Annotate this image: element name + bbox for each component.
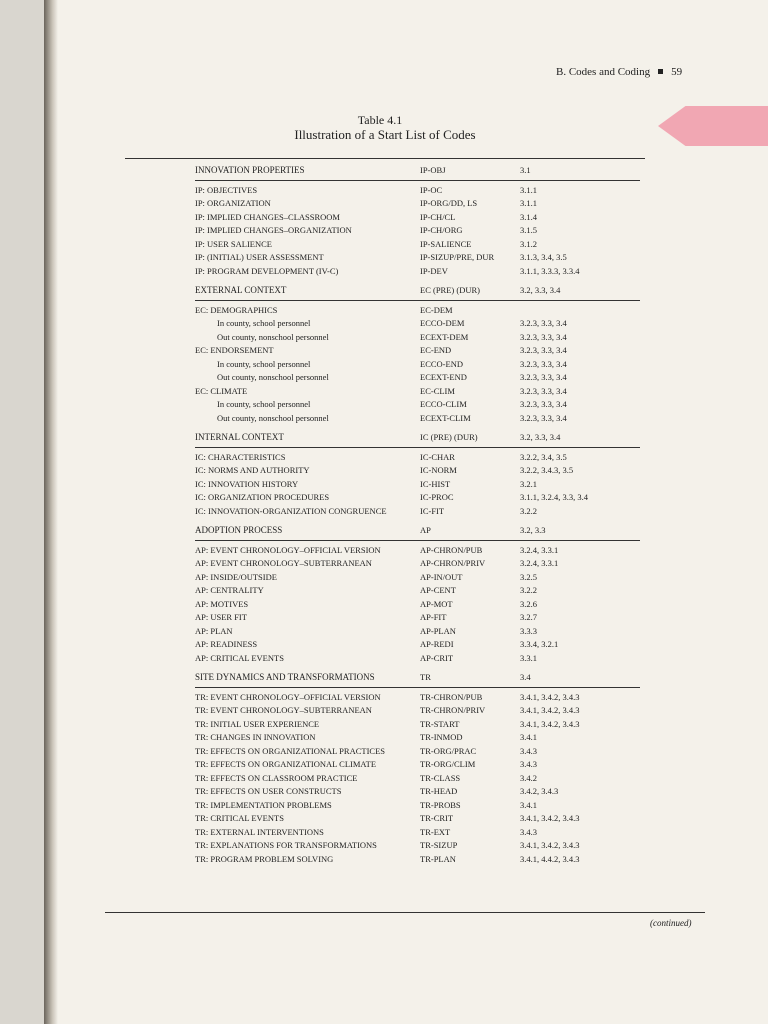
table-row <box>195 412 645 426</box>
table-row <box>195 826 645 840</box>
row-label: TR: CRITICAL EVENTS <box>195 813 284 823</box>
row-code: IC-NORM <box>420 465 457 475</box>
row-ref: 3.4.3 <box>520 759 537 769</box>
row-label: IP: USER SALIENCE <box>195 238 272 249</box>
table-row <box>195 358 645 372</box>
row-label: EC: ENDORSEMENT <box>195 345 274 355</box>
row-label: AP: CENTRALITY <box>195 585 264 595</box>
row-label: EC: CLIMATE <box>195 385 248 396</box>
table-row <box>195 557 645 571</box>
row-code: TR-HEAD <box>420 786 458 796</box>
table-row <box>195 731 645 745</box>
row-label: IP: IMPLIED CHANGES–ORGANIZATION <box>195 225 352 235</box>
row-label: TR: EFFECTS ON ORGANIZATIONAL CLIMATE <box>195 759 377 769</box>
table-row <box>195 718 645 732</box>
table-row <box>195 598 645 612</box>
row-ref <box>520 304 630 318</box>
row-label: TR: EVENT CHRONOLOGY–SUBTERRANEAN <box>195 705 372 715</box>
row-code: AP-FIT <box>420 612 447 622</box>
table-row <box>195 812 645 826</box>
row-label: TR: EFFECTS ON USER CONSTRUCTS <box>195 786 342 796</box>
row-ref: 3.2.6 <box>520 598 537 609</box>
page-number: 59 <box>671 66 683 78</box>
row-ref: 3.2.7 <box>520 612 537 622</box>
page-gutter <box>44 0 58 1024</box>
row-code: TR-CLASS <box>420 772 461 783</box>
row-code: TR-EXT <box>420 826 451 837</box>
row-ref: 3.2.3, 3.3, 3.4 <box>520 331 567 342</box>
table-row <box>195 638 645 652</box>
row-ref: 3.1.4 <box>520 211 537 222</box>
row-code: IP-ORG/DD, LS <box>420 198 478 208</box>
row-ref: 3.4.1, 3.4.2, 3.4.3 <box>520 840 580 850</box>
row-code: TR-CHRON/PUB <box>420 691 483 702</box>
row-label: IP: ORGANIZATION <box>195 198 271 208</box>
table-row <box>195 331 645 345</box>
row-code: IP-DEV <box>420 265 448 276</box>
section-heading: SITE DYNAMICS AND TRANSFORMATIONS <box>195 672 375 682</box>
section-heading <box>195 164 645 178</box>
table-row <box>195 371 645 385</box>
row-ref: 3.2.3, 3.3, 3.4 <box>520 412 567 423</box>
table-row <box>195 464 645 478</box>
section-code: TR <box>420 672 431 682</box>
row-code: AP-CRIT <box>420 652 454 663</box>
row-label: Out county, nonschool personnel <box>217 412 329 423</box>
row-ref: 3.2.4, 3.3.1 <box>520 558 559 568</box>
section-code: IP-OBJ <box>420 165 446 175</box>
table-row <box>195 224 645 238</box>
table-row <box>195 197 645 211</box>
footer-rule <box>105 912 705 913</box>
table-row <box>195 251 645 265</box>
section-rule <box>195 687 640 688</box>
row-ref: 3.4.2, 3.4.3 <box>520 786 559 796</box>
codes-table <box>195 164 645 866</box>
row-label: TR: EVENT CHRONOLOGY–OFFICIAL VERSION <box>195 691 381 702</box>
row-code: IC-CHAR <box>420 451 455 462</box>
row-code: ECEXT-END <box>420 372 467 382</box>
running-header <box>556 66 682 78</box>
row-label: IP: IMPLIED CHANGES–CLASSROOM <box>195 211 340 222</box>
table-row <box>195 451 645 465</box>
row-code: AP-PLAN <box>420 625 456 636</box>
row-ref: 3.1.1, 3.3.3, 3.3.4 <box>520 265 580 276</box>
row-code: TR-CHRON/PRIV <box>420 705 486 715</box>
table-top-rule <box>125 158 645 159</box>
table-row <box>195 853 645 867</box>
section-heading <box>195 284 645 298</box>
row-ref: 3.2.2, 3.4.3, 3.5 <box>520 465 574 475</box>
table-row <box>195 611 645 625</box>
row-ref: 3.4.3 <box>520 826 537 837</box>
row-code: AP-IN/OUT <box>420 571 463 582</box>
row-code: AP-MOT <box>420 598 453 609</box>
row-code: AP-CHRON/PUB <box>420 544 483 555</box>
row-label: IP: PROGRAM DEVELOPMENT (IV-C) <box>195 265 339 276</box>
row-label: IC: NORMS AND AUTHORITY <box>195 465 310 475</box>
section-code: IC (PRE) (DUR) <box>420 432 478 442</box>
section-rule <box>195 447 640 448</box>
row-code: TR-ORG/CLIM <box>420 759 476 769</box>
row-label: AP: EVENT CHRONOLOGY–SUBTERRANEAN <box>195 558 372 568</box>
row-ref: 3.4.2 <box>520 772 537 783</box>
row-code: IC-HIST <box>420 478 451 489</box>
table-row <box>195 398 645 412</box>
table-row <box>195 317 645 331</box>
section-rule <box>195 540 640 541</box>
row-code: IP-CH/CL <box>420 211 456 222</box>
section-heading: INTERNAL CONTEXT <box>195 432 284 442</box>
row-code: ECCO-CLIM <box>420 399 467 409</box>
row-label: IP: OBJECTIVES <box>195 184 258 195</box>
row-label: AP: USER FIT <box>195 612 247 622</box>
row-code: IC-FIT <box>420 505 445 516</box>
table-row <box>195 344 645 358</box>
row-code: IC-PROC <box>420 492 454 502</box>
row-ref: 3.2.5 <box>520 571 537 582</box>
row-label: AP: CRITICAL EVENTS <box>195 652 284 663</box>
row-ref: 3.1.5 <box>520 225 537 235</box>
row-label: TR: CHANGES IN INNOVATION <box>195 732 316 742</box>
row-ref: 3.1.3, 3.4, 3.5 <box>520 252 567 262</box>
table-row <box>195 839 645 853</box>
section-ref: 3.2, 3.3, 3.4 <box>520 285 561 295</box>
section-code: EC (PRE) (DUR) <box>420 285 480 295</box>
table-row <box>195 265 645 279</box>
row-code: ECEXT-DEM <box>420 331 469 342</box>
table-row <box>195 758 645 772</box>
row-code: TR-PLAN <box>420 853 456 864</box>
row-ref: 3.2.3, 3.3, 3.4 <box>520 399 567 409</box>
row-ref: 3.4.3 <box>520 745 537 756</box>
row-label: IC: ORGANIZATION PROCEDURES <box>195 492 330 502</box>
row-label: AP: PLAN <box>195 625 233 636</box>
row-ref: 3.2.3, 3.3, 3.4 <box>520 358 567 369</box>
section-rule <box>195 300 640 301</box>
bullet-separator <box>658 69 663 74</box>
row-ref: 3.4.1, 3.4.2, 3.4.3 <box>520 718 580 729</box>
row-ref: 3.1.1 <box>520 184 537 195</box>
row-label: TR: IMPLEMENTATION PROBLEMS <box>195 799 332 810</box>
table-row <box>195 785 645 799</box>
row-ref: 3.2.1 <box>520 478 537 489</box>
row-label: IC: INNOVATION-ORGANIZATION CONGRUENCE <box>195 505 387 516</box>
row-label: EC: DEMOGRAPHICS <box>195 304 278 315</box>
row-ref: 3.2.3, 3.3, 3.4 <box>520 372 567 382</box>
row-ref: 3.4.1, 3.4.2, 3.4.3 <box>520 705 580 715</box>
row-code: TR-SIZUP <box>420 840 458 850</box>
row-code: ECCO-DEM <box>420 318 465 328</box>
table-row <box>195 211 645 225</box>
row-code: IP-SIZUP/PRE, DUR <box>420 252 495 262</box>
row-ref: 3.1.1, 3.2.4, 3.3, 3.4 <box>520 492 588 502</box>
row-code: AP-CHRON/PRIV <box>420 558 486 568</box>
section-heading <box>195 431 645 445</box>
row-ref: 3.3.1 <box>520 652 537 663</box>
row-ref: 3.4.1, 4.4.2, 3.4.3 <box>520 853 580 864</box>
row-ref: 3.4.1 <box>520 732 537 742</box>
row-label: TR: EXPLANATIONS FOR TRANSFORMATIONS <box>195 840 377 850</box>
row-code: AP-REDI <box>420 639 454 649</box>
table-row <box>195 544 645 558</box>
row-ref: 3.4.1, 3.4.2, 3.4.3 <box>520 691 580 702</box>
section-ref: 3.2, 3.3, 3.4 <box>520 432 561 442</box>
row-code: IP-CH/ORG <box>420 225 463 235</box>
row-ref: 3.2.2, 3.4, 3.5 <box>520 451 567 462</box>
table-row <box>195 652 645 666</box>
row-code: IP-SALIENCE <box>420 238 472 249</box>
row-code: EC-DEM <box>420 304 453 315</box>
row-label: TR: EFFECTS ON ORGANIZATIONAL PRACTICES <box>195 745 386 756</box>
row-ref: 3.2.2 <box>520 585 537 595</box>
table-row <box>195 745 645 759</box>
section-code: AP <box>420 525 431 535</box>
table-row <box>195 584 645 598</box>
row-label: AP: READINESS <box>195 639 258 649</box>
section-ref: 3.4 <box>520 672 531 682</box>
section-heading: INNOVATION PROPERTIES <box>195 165 305 175</box>
section-rule <box>195 180 640 181</box>
table-row <box>195 505 645 519</box>
table-row <box>195 478 645 492</box>
table-label: Table 4.1 <box>357 113 403 127</box>
section-heading: EXTERNAL CONTEXT <box>195 285 287 295</box>
table-row <box>195 691 645 705</box>
section-heading: ADOPTION PROCESS <box>195 525 283 535</box>
table-row <box>195 799 645 813</box>
row-code: TR-INMOD <box>420 732 463 742</box>
table-row <box>195 704 645 718</box>
row-code: ECEXT-CLIM <box>420 412 471 423</box>
row-code: EC-END <box>420 345 452 355</box>
row-label: IP: (INITIAL) USER ASSESSMENT <box>195 252 324 262</box>
row-code: TR-START <box>420 718 460 729</box>
section-heading <box>195 524 645 538</box>
row-ref: 3.2.3, 3.3, 3.4 <box>520 345 567 355</box>
row-ref: 3.3.4, 3.2.1 <box>520 639 559 649</box>
section-ref: 3.2, 3.3 <box>520 525 546 535</box>
row-label: TR: PROGRAM PROBLEM SOLVING <box>195 853 334 864</box>
row-ref: 3.3.3 <box>520 625 537 636</box>
row-label: AP: EVENT CHRONOLOGY–OFFICIAL VERSION <box>195 544 381 555</box>
row-ref: 3.1.2 <box>520 238 537 249</box>
continued-note: (continued) <box>650 918 692 928</box>
row-label: In county, school personnel <box>217 399 311 409</box>
row-code: TR-CRIT <box>420 813 454 823</box>
table-row <box>195 571 645 585</box>
row-ref: 3.1.1 <box>520 198 537 208</box>
row-label: In county, school personnel <box>217 318 311 328</box>
table-row <box>195 385 645 399</box>
table-row <box>195 184 645 198</box>
row-label: TR: EXTERNAL INTERVENTIONS <box>195 826 324 837</box>
row-code: TR-PROBS <box>420 799 461 810</box>
row-label: IC: CHARACTERISTICS <box>195 451 286 462</box>
row-code: EC-CLIM <box>420 385 455 396</box>
table-row <box>195 238 645 252</box>
table-caption: Illustration of a Start List of Codes <box>294 127 476 142</box>
header-chapter: B. Codes and Coding <box>556 66 651 78</box>
row-label: Out county, nonschool personnel <box>217 372 329 382</box>
section-ref: 3.1 <box>520 165 531 175</box>
row-ref: 3.4.1 <box>520 799 537 810</box>
row-ref: 3.4.1, 3.4.2, 3.4.3 <box>520 813 580 823</box>
row-ref: 3.2.3, 3.3, 3.4 <box>520 318 567 328</box>
row-code: AP-CENT <box>420 585 456 595</box>
row-ref: 3.2.2 <box>520 505 537 516</box>
row-ref: 3.2.4, 3.3.1 <box>520 544 559 555</box>
row-code: IP-OC <box>420 184 443 195</box>
row-label: TR: INITIAL USER EXPERIENCE <box>195 718 320 729</box>
row-label: AP: MOTIVES <box>195 598 249 609</box>
row-label: IC: INNOVATION HISTORY <box>195 478 299 489</box>
row-code: ECCO-END <box>420 358 463 369</box>
row-ref: 3.2.3, 3.3, 3.4 <box>520 385 567 396</box>
table-row <box>195 625 645 639</box>
section-heading <box>195 671 645 685</box>
row-code: TR-ORG/PRAC <box>420 745 477 756</box>
table-row <box>195 491 645 505</box>
row-label: TR: EFFECTS ON CLASSROOM PRACTICE <box>195 772 358 783</box>
table-row <box>195 772 645 786</box>
table-row <box>195 304 645 318</box>
row-label: AP: INSIDE/OUTSIDE <box>195 571 277 582</box>
row-label: Out county, nonschool personnel <box>217 331 329 342</box>
row-label: In county, school personnel <box>217 358 311 369</box>
